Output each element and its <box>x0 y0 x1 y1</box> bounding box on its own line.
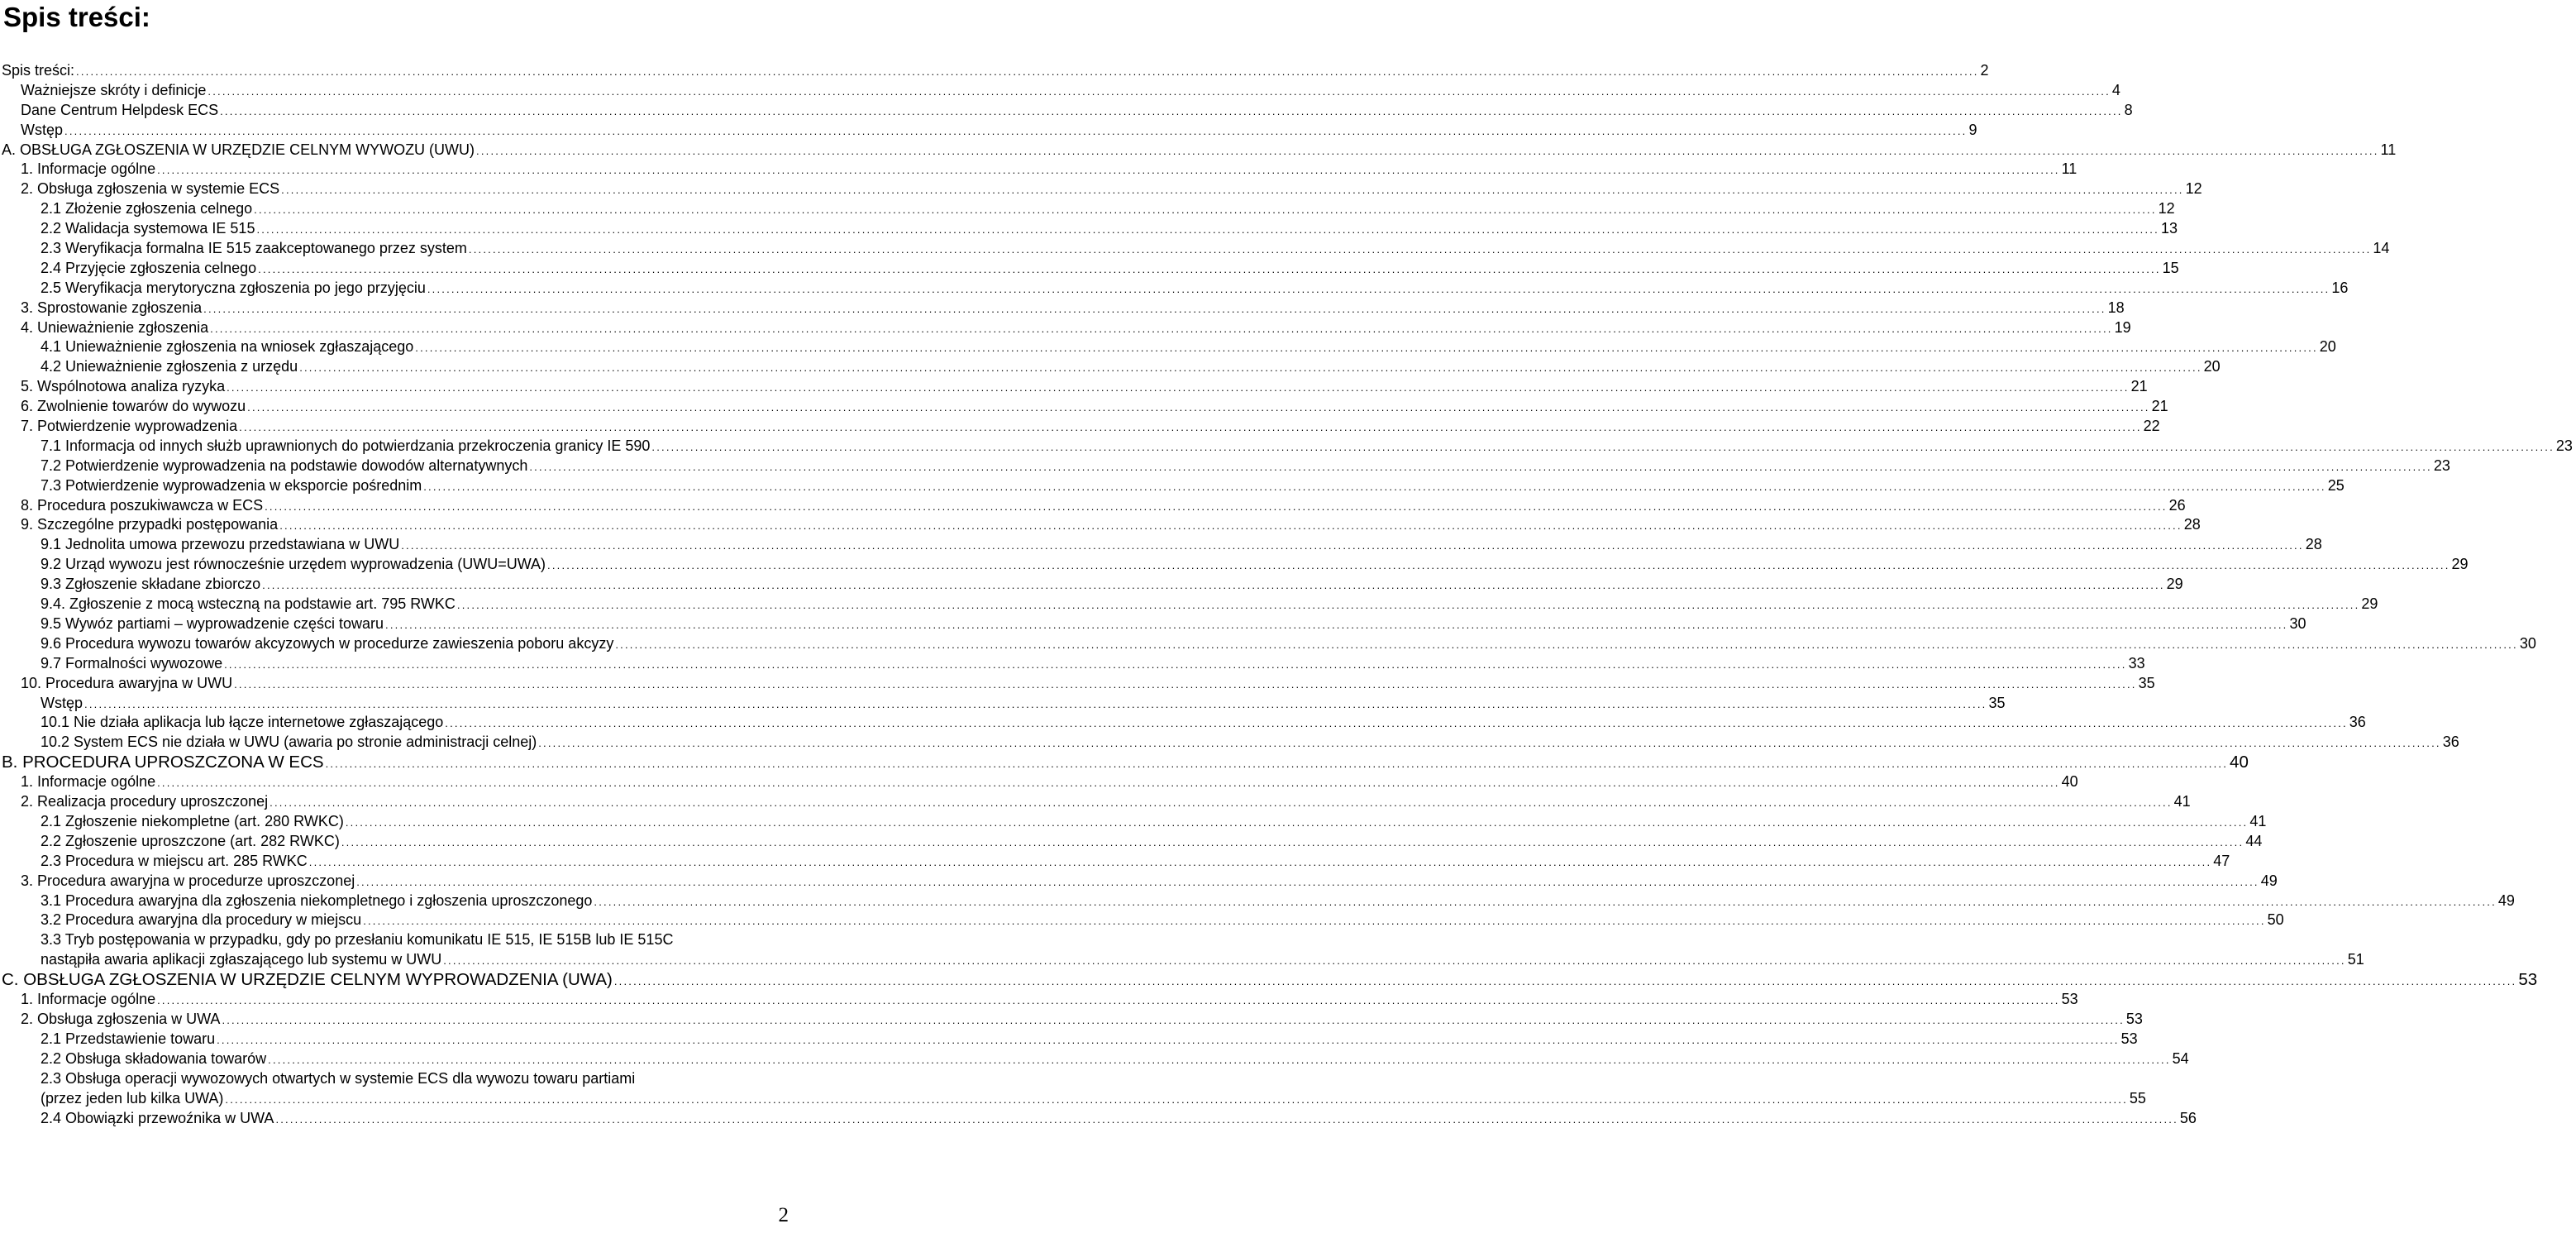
toc-entry-page: 35 <box>2138 674 2155 691</box>
toc-entry-title: 4. Unieważnienie zgłoszenia <box>21 318 209 336</box>
toc-entry-page: 29 <box>2361 595 2378 613</box>
toc-entry[interactable] <box>0 141 2397 160</box>
toc-entry-page: 19 <box>2114 318 2131 336</box>
toc-entry[interactable] <box>0 61 1989 81</box>
toc-entry-page: 53 <box>2061 991 2078 1008</box>
toc-entry[interactable] <box>0 872 2278 891</box>
toc-entry[interactable] <box>0 555 2469 575</box>
dot-leader <box>220 102 2122 122</box>
toc-entry-title: 7.3 Potwierdzenie wyprowadzenia w eksporcie pośrednim <box>41 476 422 494</box>
dot-leader <box>401 536 2303 556</box>
toc-entry-page: 36 <box>2442 734 2459 751</box>
toc-entry-page: 15 <box>2162 259 2179 276</box>
dot-leader <box>157 991 2059 1011</box>
dot-leader <box>547 556 2450 576</box>
dot-leader <box>476 141 2378 161</box>
dot-leader <box>346 813 2248 833</box>
toc-entry-page: 11 <box>2061 160 2077 178</box>
toc-entry-title: 10.1 Nie działa aplikacja lub łącze internetowe zgłaszającego <box>41 714 444 731</box>
toc-entry-page: 47 <box>2213 852 2230 869</box>
toc-entry[interactable] <box>0 1069 2146 1109</box>
dot-leader <box>279 516 2182 536</box>
toc-entry[interactable] <box>0 674 2155 694</box>
toc-entry-title: Wstęp <box>21 121 64 138</box>
toc-entry-title: 2.1 Zgłoszenie niekompletne (art. 280 RWKC) <box>41 812 344 829</box>
toc-entry-title: Dane Centrum Helpdesk ECS <box>21 101 219 118</box>
toc-entry[interactable] <box>0 970 2538 990</box>
toc-entry-title: 9.4. Zgłoszenie z mocą wsteczną na podstawie art. 795 RWKC <box>41 595 456 613</box>
toc-entry[interactable] <box>0 515 2201 535</box>
toc-entry[interactable] <box>0 160 2077 179</box>
toc-entry-title: 2. Realizacja procedury uproszczonej <box>21 793 269 810</box>
toc-entry-title: 2.1 Przedstawienie towaru <box>41 1030 216 1048</box>
toc-entry[interactable] <box>0 852 2230 872</box>
dot-leader <box>268 1050 2170 1070</box>
dot-leader <box>258 260 2160 280</box>
dot-leader <box>234 675 2136 695</box>
toc-entry-page: 21 <box>2151 398 2168 415</box>
toc-entry[interactable] <box>0 81 2120 101</box>
dot-leader <box>385 615 2287 635</box>
toc-entry[interactable] <box>0 219 2178 239</box>
dot-leader <box>227 378 2129 398</box>
dot-leader <box>415 338 2317 358</box>
toc-entry[interactable] <box>0 614 2306 634</box>
toc-entry[interactable] <box>0 437 2573 456</box>
toc-entry[interactable] <box>0 456 2450 476</box>
toc-entry[interactable] <box>0 101 2133 121</box>
toc-entry-page: 29 <box>2451 556 2469 573</box>
toc-entry[interactable] <box>0 199 2175 219</box>
dot-leader <box>157 160 2059 180</box>
toc-entry-title: 9.1 Jednolita umowa przewozu przedstawiana w UWU <box>41 536 400 553</box>
dot-leader <box>614 972 2516 992</box>
toc-entry[interactable] <box>0 239 2390 259</box>
toc-entry[interactable] <box>0 990 2078 1010</box>
dot-leader <box>529 457 2431 477</box>
dot-leader <box>356 872 2259 892</box>
toc-entry-continuation <box>41 1089 2146 1109</box>
toc-entry[interactable] <box>0 595 2378 614</box>
toc-entry-title: 1. Informacje ogólne <box>21 991 156 1008</box>
toc-entry-title: 9. Szczególne przypadki postępowania <box>21 516 279 533</box>
toc-entry-page: 28 <box>2305 536 2322 553</box>
dot-leader <box>326 754 2228 774</box>
dot-leader <box>224 655 2126 675</box>
toc-entry[interactable] <box>0 634 2536 654</box>
dot-leader <box>457 595 2359 615</box>
toc-entry-page: 30 <box>2519 634 2536 652</box>
toc-entry-page: 40 <box>2230 753 2249 772</box>
toc-entry-title: 2.3 Procedura w miejscu art. 285 RWKC <box>41 852 308 869</box>
toc-entry-title: 7.2 Potwierdzenie wyprowadzenia na podstawie dowodów alternatywnych <box>41 456 528 474</box>
toc-entry-page: 40 <box>2061 773 2078 791</box>
dot-leader <box>363 911 2265 931</box>
toc-entry-page: 2 <box>1980 62 1989 79</box>
toc-entry[interactable] <box>0 259 2179 279</box>
toc-entry-title: 3.1 Procedura awaryjna dla zgłoszenia niekompletnego i zgłoszenia uproszczonego <box>41 891 593 909</box>
toc-entry[interactable] <box>0 1010 2143 1030</box>
toc-entry-title: B. PROCEDURA UPROSZCZONA W ECS <box>2 753 324 772</box>
toc-entry-title: A. OBSŁUGA ZGŁOSZENIA W URZĘDZIE CELNYM WYWOZU (UWU) <box>2 141 475 158</box>
toc-entry-page: 23 <box>2555 437 2573 454</box>
dot-leader <box>281 180 2183 200</box>
toc-entry[interactable] <box>0 299 2125 318</box>
dot-leader <box>341 833 2244 853</box>
toc-entry-title: 2. Obsługa zgłoszenia w systemie ECS <box>21 180 280 198</box>
toc-entry-page: 53 <box>2120 1030 2138 1048</box>
toc-entry-title: 2.2 Zgłoszenie uproszczone (art. 282 RWKC) <box>41 832 340 849</box>
toc-entry[interactable] <box>0 279 2349 299</box>
toc-entry-page: 30 <box>2289 614 2306 632</box>
toc-entry[interactable] <box>0 713 2366 733</box>
toc-entry-title: 2. Obsługa zgłoszenia w UWA <box>21 1011 221 1028</box>
toc-entry[interactable] <box>0 535 2322 555</box>
dot-leader <box>275 1110 2178 1130</box>
toc-entry[interactable] <box>0 476 2345 496</box>
toc-entry-title: C. OBSŁUGA ZGŁOSZENIA W URZĘDZIE CELNYM WYPROWADZENIA (UWA) <box>2 970 613 990</box>
toc-entry-page: 35 <box>1988 694 2006 711</box>
table-of-contents <box>0 61 2573 1129</box>
toc-entry-title: 6. Zwolnienie towarów do wywozu <box>21 398 246 415</box>
dot-leader <box>427 280 2330 299</box>
toc-entry-title: 9.6 Procedura wywozu towarów akcyzowych w procedurze zawieszenia poboru akcyzy <box>41 634 614 652</box>
toc-entry-title: Wstęp <box>41 694 83 711</box>
toc-entry[interactable] <box>0 1049 2189 1069</box>
toc-entry-page: 41 <box>2173 793 2191 810</box>
toc-entry-title: 10. Procedura awaryjna w UWU <box>21 674 233 691</box>
toc-entry-page: 49 <box>2260 872 2278 889</box>
toc-entry[interactable] <box>0 812 2267 832</box>
toc-entry[interactable] <box>0 377 2148 397</box>
dot-leader <box>309 853 2211 872</box>
dot-leader <box>210 319 2112 339</box>
toc-entry-page: 50 <box>2267 911 2284 929</box>
toc-entry-title: 7. Potwierdzenie wyprowadzenia <box>21 418 238 435</box>
toc-entry[interactable] <box>0 832 2263 852</box>
dot-leader <box>225 1090 2127 1110</box>
toc-entry[interactable] <box>0 891 2515 911</box>
toc-entry-page: 11 <box>2380 141 2397 158</box>
toc-entry-title: 2.3 Obsługa operacji wywozowych otwartych w systemie ECS dla wywozu towaru partiami <box>41 1069 636 1087</box>
dot-leader <box>157 773 2059 793</box>
toc-entry[interactable] <box>0 417 2160 437</box>
toc-entry-page: 53 <box>2125 1011 2143 1028</box>
toc-entry-page: 51 <box>2347 951 2364 968</box>
toc-entry-page: 44 <box>2245 832 2263 849</box>
toc-entry-page: 20 <box>2203 358 2221 375</box>
toc-entry-page: 12 <box>2185 180 2202 198</box>
dot-leader <box>84 695 1987 715</box>
toc-entry-title: 3.3 Tryb postępowania w przypadku, gdy po przesłaniu komunikatu IE 515, IE 515B lub IE 515C <box>41 931 674 949</box>
page-number: 2 <box>778 1204 789 1226</box>
toc-entry-page: 4 <box>2111 81 2120 98</box>
toc-entry-page: 28 <box>2183 516 2201 533</box>
dot-leader <box>256 220 2159 240</box>
toc-entry-page: 49 <box>2497 891 2515 909</box>
toc-entry-continuation <box>41 950 2364 970</box>
toc-entry-page: 16 <box>2331 279 2349 296</box>
toc-entry[interactable] <box>0 357 2221 377</box>
toc-entry[interactable] <box>0 179 2202 199</box>
toc-entry-title: 4.1 Unieważnienie zgłoszenia na wniosek zgłaszającego <box>41 338 414 356</box>
toc-entry-title: 10.2 System ECS nie działa w UWU (awaria po stronie administracji celnej) <box>41 734 537 751</box>
toc-entry-title: Spis treści: <box>2 62 75 79</box>
toc-entry-title: 9.3 Zgłoszenie składane zbiorczo <box>41 576 261 593</box>
toc-entry-page: 14 <box>2373 240 2390 257</box>
dot-leader <box>651 437 2554 457</box>
toc-entry-page: 56 <box>2179 1109 2197 1126</box>
dot-leader <box>247 398 2149 418</box>
toc-entry-title: 2.4 Obowiązki przewoźnika w UWA <box>41 1109 274 1126</box>
dot-leader <box>222 1011 2124 1030</box>
dot-leader <box>217 1030 2119 1050</box>
toc-entry-page: 23 <box>2433 456 2450 474</box>
toc-entry[interactable] <box>0 792 2191 812</box>
dot-leader <box>203 299 2106 319</box>
dot-leader <box>64 122 1967 141</box>
toc-entry-title: 2.3 Weryfikacja formalna IE 515 zaakceptowanego przez system <box>41 240 467 257</box>
toc-entry-page: 20 <box>2319 338 2336 356</box>
toc-entry-title: 9.5 Wywóz partiami – wyprowadzenie części towaru <box>41 614 384 632</box>
toc-entry-page: 9 <box>1968 121 1977 138</box>
toc-entry-page: 22 <box>2143 418 2160 435</box>
dot-leader <box>538 734 2440 753</box>
toc-entry-page: 12 <box>2158 200 2175 217</box>
dot-leader <box>262 576 2164 595</box>
toc-entry-title: 2.2 Obsługa składowania towarów <box>41 1049 267 1067</box>
toc-entry-page: 33 <box>2128 654 2145 672</box>
toc-entry-title-cont: (przez jeden lub kilka UWA) <box>41 1089 224 1107</box>
toc-entry[interactable] <box>0 496 2186 516</box>
toc-entry-page: 21 <box>2130 378 2148 395</box>
toc-entry-page: 18 <box>2107 299 2125 316</box>
toc-entry-page: 13 <box>2160 220 2178 237</box>
toc-entry-title: 3.2 Procedura awaryjna dla procedury w miejscu <box>41 911 362 929</box>
toc-entry-page: 25 <box>2327 476 2345 494</box>
toc-entry-title: 1. Informacje ogólne <box>21 773 156 791</box>
toc-entry-page: 26 <box>2168 496 2186 514</box>
dot-leader <box>299 358 2202 378</box>
dot-leader <box>445 714 2347 734</box>
toc-entry-title: 5. Wspólnotowa analiza ryzyka <box>21 378 226 395</box>
toc-entry-title-cont: nastąpiła awaria aplikacji zgłaszającego lub systemu w UWU <box>41 951 442 968</box>
toc-entry[interactable] <box>0 753 2249 772</box>
dot-leader <box>270 793 2172 813</box>
toc-entry-title: 9.2 Urząd wywozu jest równocześnie urzędem wyprowadzenia (UWU=UWA) <box>41 556 546 573</box>
toc-entry-page: 29 <box>2166 576 2183 593</box>
toc-entry[interactable] <box>0 1109 2197 1129</box>
toc-entry[interactable] <box>0 930 2364 970</box>
dot-leader <box>594 892 2496 912</box>
toc-entry[interactable] <box>0 654 2145 674</box>
toc-entry-title: 1. Informacje ogólne <box>21 160 156 178</box>
dot-leader <box>469 240 2371 260</box>
toc-entry-title: 2.2 Walidacja systemowa IE 515 <box>41 220 255 237</box>
toc-entry-page: 54 <box>2172 1049 2189 1067</box>
toc-entry[interactable] <box>0 911 2284 930</box>
toc-entry-title: 2.4 Przyjęcie zgłoszenia celnego <box>41 259 257 276</box>
toc-entry-title: 3. Procedura awaryjna w procedurze uproszczonej <box>21 872 355 889</box>
dot-leader <box>76 62 1978 82</box>
toc-entry[interactable] <box>0 772 2078 792</box>
toc-entry-title: 8. Procedura poszukiwawcza w ECS <box>21 496 264 514</box>
dot-leader <box>443 951 2345 971</box>
toc-entry[interactable] <box>0 1030 2138 1049</box>
dot-leader <box>265 497 2167 517</box>
dot-leader <box>615 635 2517 655</box>
toc-entry-title: 2.5 Weryfikacja merytoryczna zgłoszenia po jego przyjęciu <box>41 279 426 296</box>
toc-entry[interactable] <box>0 318 2131 338</box>
toc-entry-title: 7.1 Informacja od innych służb uprawnionych do potwierdzania przekroczenia granicy IE 590 <box>41 437 651 454</box>
toc-entry[interactable] <box>0 121 1977 141</box>
dot-leader <box>254 200 2156 220</box>
toc-entry[interactable] <box>0 733 2459 753</box>
toc-entry-title: 4.2 Unieważnienie zgłoszenia z urzędu <box>41 358 298 375</box>
toc-entry-page: 55 <box>2129 1089 2146 1107</box>
toc-entry-title: Ważniejsze skróty i definicje <box>21 81 207 98</box>
dot-leader <box>208 82 2110 102</box>
toc-entry[interactable] <box>0 575 2183 595</box>
dot-leader <box>239 418 2141 437</box>
toc-entry-page: 53 <box>2518 970 2538 990</box>
toc-entry[interactable] <box>0 397 2168 417</box>
toc-entry-page: 41 <box>2249 812 2267 829</box>
toc-entry-title: 9.7 Formalności wywozowe <box>41 654 223 672</box>
page-title: Spis treści: <box>3 2 150 32</box>
toc-entry-page: 36 <box>2349 714 2366 731</box>
toc-entry[interactable] <box>0 694 2006 714</box>
dot-leader <box>423 477 2326 497</box>
toc-entry[interactable] <box>0 337 2336 357</box>
toc-entry-page: 8 <box>2124 101 2133 118</box>
toc-entry-title: 2.1 Złożenie zgłoszenia celnego <box>41 200 253 217</box>
toc-entry-title: 3. Sprostowanie zgłoszenia <box>21 299 203 316</box>
